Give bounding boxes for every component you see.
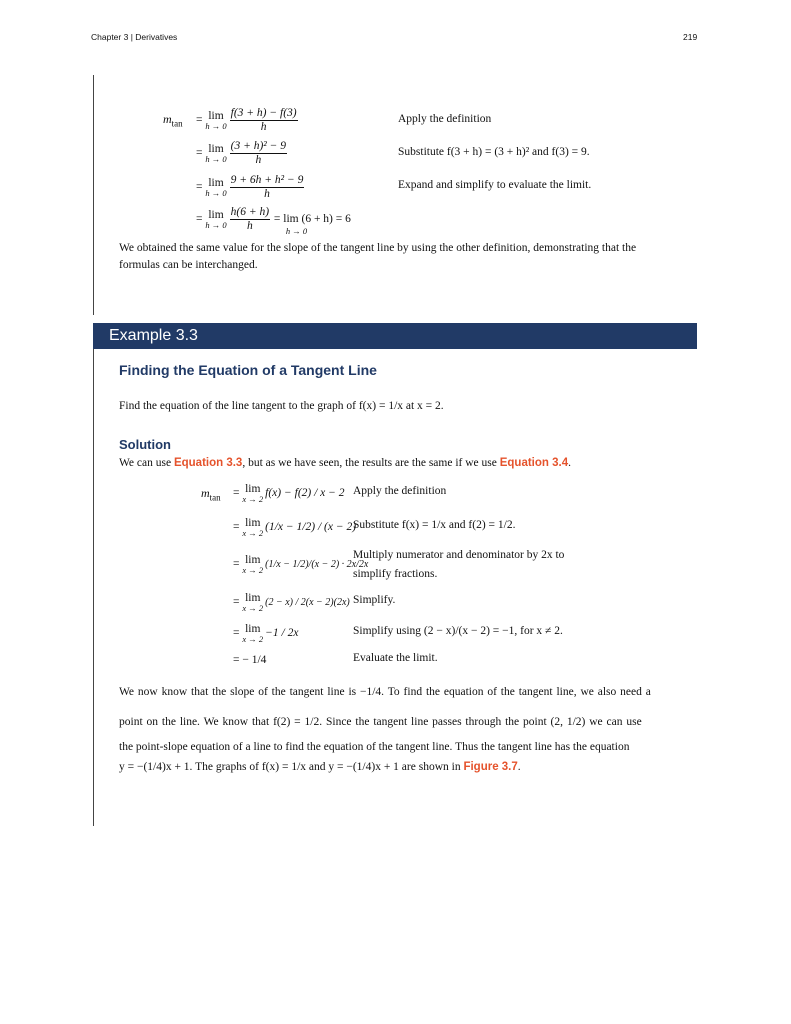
numerator: f(3 + h) − f(3) (230, 106, 297, 119)
step-note: Expand and simplify to evaluate the limit. (398, 179, 592, 191)
limit (242, 483, 263, 504)
lim-text: lim (245, 482, 261, 495)
limit (205, 209, 226, 230)
margin-rule (93, 75, 94, 315)
lim-sub: h → 0 (205, 120, 227, 131)
lim-text: lim (208, 142, 224, 155)
lhs-sub: tan (171, 118, 183, 129)
step-note: Substitute f(3 + h) = (3 + h)² and f(3) = 9. (398, 146, 590, 158)
lim-sub: x → 2 (242, 564, 264, 575)
text: We can use (119, 457, 174, 469)
step-note: simplify fractions. (353, 568, 438, 580)
paragraph-line: We now know that the slope of the tangent line is −1/4. To find the equation of the tangent line, we also need a (119, 686, 651, 698)
equation-row: = lim h → 0 $\frac{\text{9 + 6h + h² − 9}}{h}$ (196, 173, 304, 200)
solution-heading: Solution (119, 437, 171, 452)
denominator: h (264, 187, 270, 200)
lim-sub: x → 2 (242, 602, 264, 613)
paragraph-line: the point-slope equation of a line to find the equation of the tangent line. Thus the tangent line has the equation (119, 741, 630, 753)
figure-3-7-link[interactable]: Figure 3.7 (463, 761, 518, 773)
example-banner (93, 323, 697, 349)
equation-row: = lim x → 2 (2 − x) / 2(x − 2)(2x) (233, 591, 350, 613)
numerator: (3 + h)² − 9 (230, 139, 287, 152)
lim-text: lim (245, 516, 261, 529)
solution-intro (119, 457, 571, 469)
denominator: h (246, 219, 253, 232)
text: , but as we have seen, the results are the same if we use (242, 457, 500, 469)
fraction (230, 174, 305, 200)
expression: − 1/4 (242, 654, 267, 666)
step-note: Evaluate the limit. (353, 652, 438, 664)
lim-sub: x → 2 (242, 633, 264, 644)
equation-3-3-link[interactable]: Equation 3.3 (173, 457, 243, 469)
denominator: h (255, 153, 262, 166)
example-title: Finding the Equation of a Tangent Line (119, 362, 377, 378)
equation-row: = − 1/4 (233, 654, 267, 666)
fraction (230, 107, 298, 133)
problem-statement: Find the equation of the line tangent to the graph of f(x) = 1/x at x = 2. (119, 400, 444, 412)
page-number: 219 (683, 32, 698, 42)
equation-row: = lim x → 2 −1 / 2x (233, 622, 299, 644)
paragraph: We obtained the same value for the slope of the tangent line by using the other definition, demonstrating that the formulas can be interchanged. (119, 242, 637, 271)
numerator: 9 + 6h + h² − 9 (230, 173, 304, 186)
limit (205, 110, 226, 131)
fraction (230, 140, 287, 166)
text: . (568, 457, 571, 469)
lim-sub: x → 2 (242, 493, 264, 504)
chapter-header: Chapter 3 | Derivatives (91, 32, 178, 42)
paragraph-line (119, 761, 521, 773)
equation-row: = lim x → 2 (1/x − 1/2) / (x − 2) (233, 516, 357, 538)
limit (205, 177, 226, 198)
expression: (1/x − 1/2)/(x − 2) · 2x/2x (265, 558, 369, 570)
expression: f(x) − f(2) / x − 2 (265, 487, 345, 499)
m-tan (163, 112, 183, 128)
lim-sub: h → 0 (205, 153, 227, 164)
equation-row: = lim h → 0 $\frac{f(3 + h) - f(3)}{h}$ (196, 106, 297, 133)
m-tan (201, 486, 221, 502)
lim-text: lim (208, 208, 224, 221)
step-note: Simplify. (353, 594, 396, 606)
expression: −1 / 2x (265, 627, 299, 639)
lim-text: lim (245, 622, 261, 635)
lim-sub: h → 0 (205, 187, 227, 198)
lim-text: lim (208, 176, 224, 189)
lhs-sub: tan (209, 492, 221, 503)
step-note: Simplify using (2 − x)/(x − 2) = −1, for x ≠ 2. (353, 625, 563, 637)
limit (242, 517, 263, 538)
lim-text: lim (208, 109, 224, 122)
equation-row: = lim x → 2 f(x) − f(2) / x − 2 (233, 482, 345, 504)
fraction (230, 206, 270, 232)
limit (242, 623, 263, 644)
denominator: h (260, 120, 267, 133)
limit (205, 143, 226, 164)
tail-text: = lim (6 + h) = 6 (273, 213, 351, 225)
paragraph-line: point on the line. We know that f(2) = 1/2. Since the tangent line passes through the point (2, 1/2) we can use (119, 716, 642, 728)
text: y = −(1/4)x + 1. The graphs of f(x) = 1/x and y = −(1/4)x + 1 are shown in (119, 761, 464, 773)
text: . (517, 761, 521, 773)
lhs: m (201, 486, 210, 500)
lim-text: lim (245, 591, 261, 604)
step-note: Apply the definition (353, 485, 447, 497)
lhs: m (163, 112, 172, 126)
equation-3-4-link[interactable]: Equation 3.4 (499, 457, 569, 469)
lim-text: lim (245, 553, 261, 566)
limit-result (273, 213, 351, 236)
step-note: Multiply numerator and denominator by 2x to (353, 549, 565, 561)
limit (242, 554, 263, 575)
lim-sub: h → 0 (205, 219, 227, 230)
numerator: h(6 + h) (230, 205, 270, 218)
equation-row: = lim x → 2 (1/x − 1/2)/(x − 2) · 2x/2x (233, 553, 369, 575)
example-label: Example 3.3 (109, 327, 198, 344)
step-note: Apply the definition (398, 113, 492, 125)
expression: (1/x − 1/2) / (x − 2) (265, 521, 357, 533)
limit (242, 592, 263, 613)
equation-row: = lim h → 0 $\frac{\text{(3 + h)² − 9}}{h}$ (196, 139, 287, 166)
expression: (2 − x) / 2(x − 2)(2x) (265, 596, 350, 608)
equation-row: = lim h → 0 $\frac{h(6 + h)}{h}$ = lim (6 + h) = 6 h → 0 (196, 205, 351, 236)
lim-sub: h → 0 (285, 226, 308, 236)
lim-sub: x → 2 (242, 527, 264, 538)
margin-rule (93, 349, 94, 826)
step-note: Substitute f(x) = 1/x and f(2) = 1/2. (353, 519, 516, 531)
